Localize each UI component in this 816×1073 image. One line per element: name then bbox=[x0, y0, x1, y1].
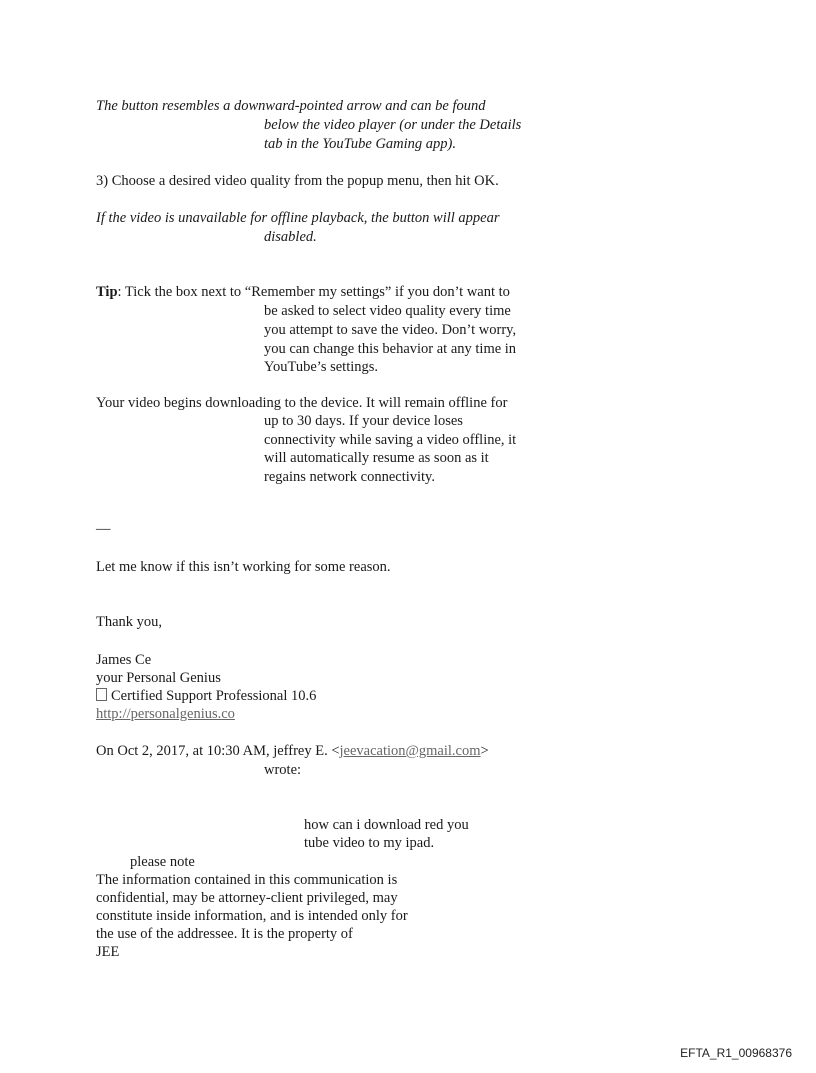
sender-email-link[interactable]: jeevacation@gmail.com bbox=[339, 743, 481, 759]
unavailable-note-line-2: disabled. bbox=[264, 229, 317, 245]
certificate-icon bbox=[96, 688, 107, 701]
tip-line-3: you attempt to save the video. Don’t worry, bbox=[264, 322, 517, 338]
signature-name: James Ce bbox=[96, 652, 152, 668]
document-id: EFTA_R1_00968376 bbox=[680, 1046, 792, 1060]
tip-line-1 bbox=[96, 284, 510, 300]
download-note-line-4: will automatically resume as soon as it bbox=[264, 450, 489, 466]
tip-line-5: YouTube’s settings. bbox=[264, 359, 379, 375]
disclaimer-line-6: JEE bbox=[96, 944, 120, 960]
question-line-2: tube video to my ipad. bbox=[304, 835, 435, 851]
step-note-line-1: The button resembles a downward-pointed arrow and can be found bbox=[96, 98, 486, 114]
disclaimer-line-2: The information contained in this communication is bbox=[96, 872, 398, 888]
download-note-line-1: Your video begins downloading to the device. It will remain offline for bbox=[96, 395, 508, 411]
download-note-line-5: regains network connectivity. bbox=[264, 469, 435, 485]
tip-line-2: be asked to select video quality every time bbox=[264, 303, 511, 319]
quote-header bbox=[96, 743, 489, 759]
disclaimer-line-5: the use of the addressee. It is the property of bbox=[96, 926, 353, 942]
signature-role: your Personal Genius bbox=[96, 670, 221, 686]
download-note-line-2: up to 30 days. If your device loses bbox=[264, 413, 463, 429]
step-note-line-3: tab in the YouTube Gaming app). bbox=[264, 136, 457, 152]
signature-cert bbox=[96, 688, 316, 704]
let-me-know-text: Let me know if this isn’t working for some reason. bbox=[96, 559, 391, 575]
quote-header-prefix: On Oct 2, 2017, at 10:30 AM, jeffrey E. < bbox=[96, 743, 340, 759]
download-note-line-3: connectivity while saving a video offline, it bbox=[264, 432, 517, 448]
unavailable-note-line-1: If the video is unavailable for offline playback, the button will appear bbox=[96, 210, 500, 226]
dash-separator: — bbox=[96, 521, 111, 537]
signature-url-link[interactable]: http://personalgenius.co bbox=[96, 706, 235, 722]
tip-text: : Tick the box next to “Remember my settings” if you don’t want to bbox=[117, 284, 510, 300]
tip-line-4: you can change this behavior at any time in bbox=[264, 341, 517, 357]
disclaimer-line-1: please note bbox=[130, 854, 195, 870]
disclaimer-line-3: confidential, may be attorney-client privileged, may bbox=[96, 890, 398, 906]
step-note-line-2: below the video player (or under the Details bbox=[264, 117, 522, 133]
quote-header-wrote: wrote: bbox=[264, 762, 302, 778]
tip-label: Tip bbox=[96, 284, 118, 300]
question-line-1: how can i download red you bbox=[304, 817, 469, 833]
step-3-text: 3) Choose a desired video quality from the popup menu, then hit OK. bbox=[96, 173, 499, 189]
quote-header-suffix: > bbox=[480, 743, 489, 759]
disclaimer-line-4: constitute inside information, and is intended only for bbox=[96, 908, 408, 924]
thank-you-text: Thank you, bbox=[96, 614, 163, 630]
signature-cert-text: Certified Support Professional 10.6 bbox=[111, 688, 317, 704]
